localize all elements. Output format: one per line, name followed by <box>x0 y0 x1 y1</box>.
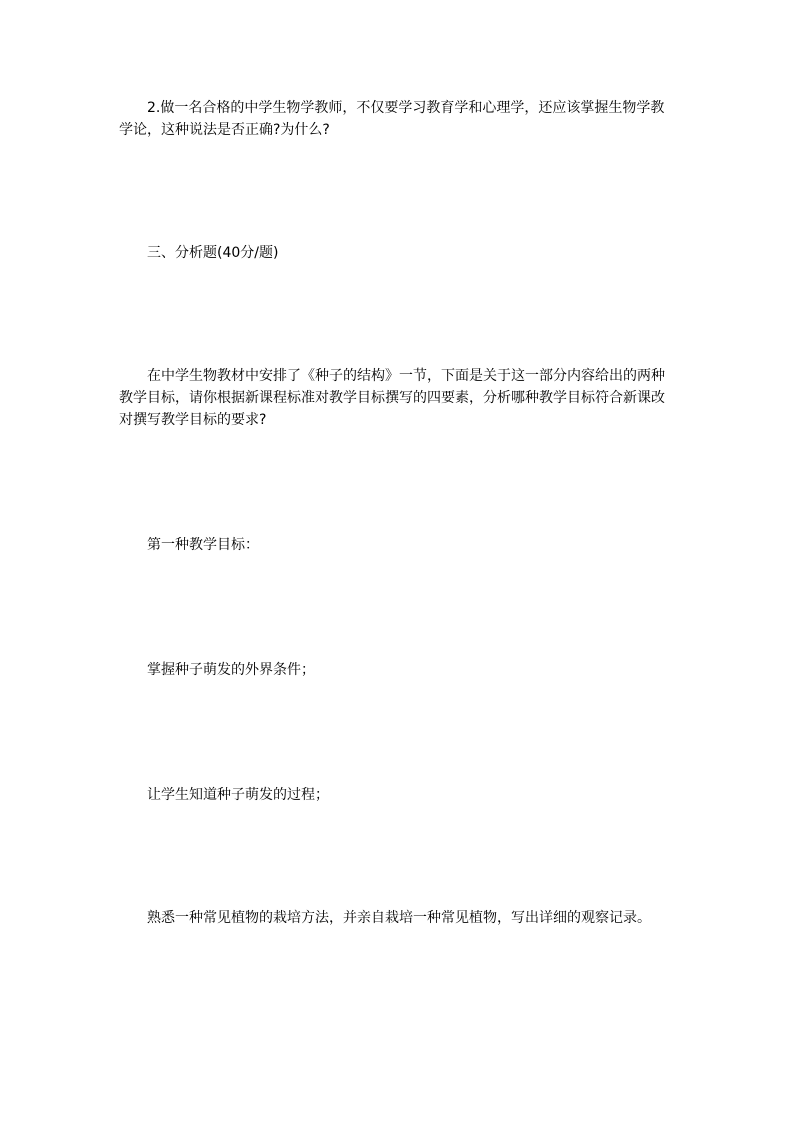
goal-1-item-3: 熟悉一种常见植物的栽培方法，并亲自栽培一种常见植物，写出详细的观察记录。 <box>147 910 651 926</box>
section-3-heading: 三、分析题(40分/题) <box>147 245 279 261</box>
goal-1-item-1: 掌握种子萌发的外界条件； <box>147 662 315 678</box>
goal-1-heading: 第一种教学目标： <box>147 537 259 553</box>
goal-1-item-2: 让学生知道种子萌发的过程； <box>147 787 329 803</box>
analysis-prompt-text: 在中学生物教材中安排了《种子的结构》一节，下面是关于这一部分内容给出的两种教学目标，请你根据新课程标准对教学目标撰写的四要素，分析哪种教学目标符合新课改对撰写教学目标的要求? <box>119 368 665 428</box>
question-2-text: 2.做一名合格的中学生物学教师，不仅要学习教育学和心理学，还应该掌握生物学教学论，这种说法是否正确?为什么? <box>119 100 665 138</box>
